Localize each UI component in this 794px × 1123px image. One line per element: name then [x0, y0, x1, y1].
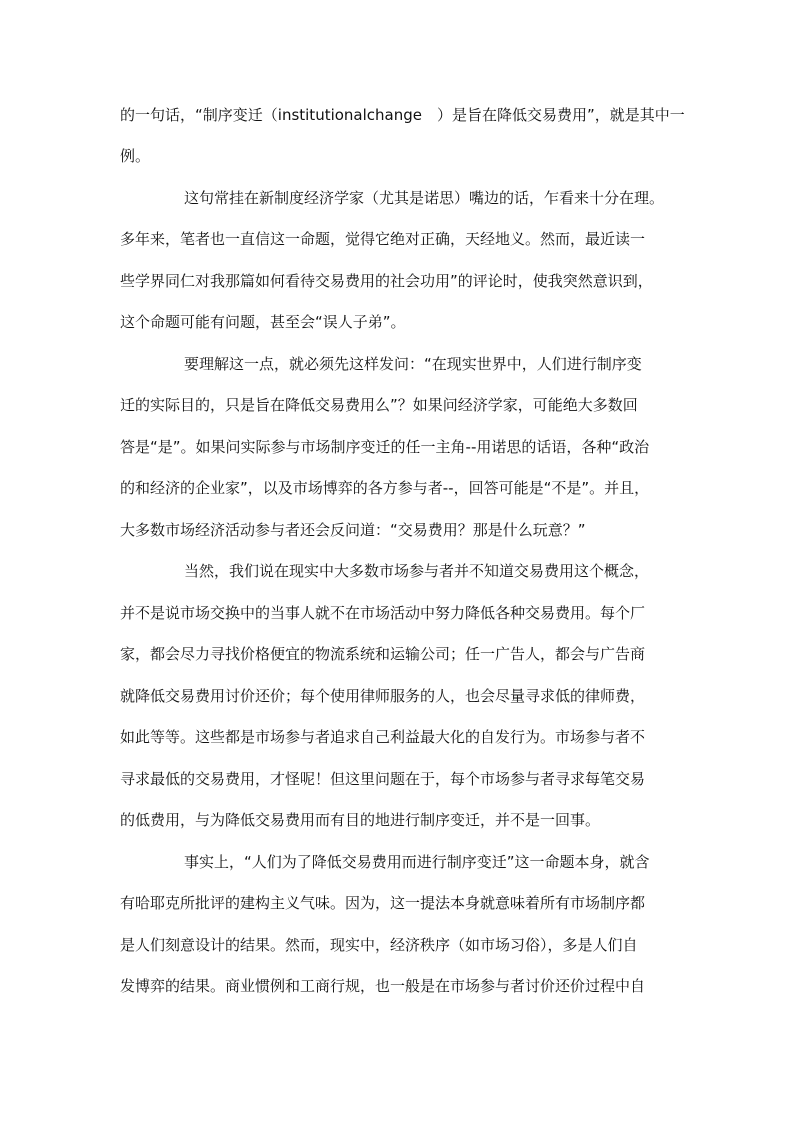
- text-line: 的一句话，“制序变迁（institutionalchange ）是旨在降低交易费用”，就是其中一: [120, 106, 685, 124]
- paragraph-first-line: 当然，我们说在现实中大多数市场参与者并不知道交易费用这个概念，: [184, 562, 650, 580]
- paragraph-first-line: 要理解这一点，就必须先这样发问：“在现实世界中，人们进行制序变: [184, 355, 642, 373]
- paragraph-first-line: 事实上，“人们为了降低交易费用而进行制序变迁”这一命题本身，就含: [184, 853, 650, 871]
- text-line: 答是“是”。如果问实际参与市场制序变迁的任一主角--用诺思的话语，各种“政治: [120, 438, 650, 456]
- text-line: 这个命题可能有问题，甚至会“误人子弟”。: [120, 313, 406, 331]
- text-line: 的和经济的企业家”，以及市场博弈的各方参与者--，回答可能是“不是”。并且，: [120, 479, 650, 497]
- text-line: 有哈耶克所批评的建构主义气味。因为，这一提法本身就意味着所有市场制序都: [120, 894, 646, 912]
- text-line: 如此等等。这些都是市场参与者追求自己利益最大化的自发行为。市场参与者不: [120, 728, 646, 746]
- text-line: 例。: [120, 147, 151, 165]
- text-line: 就降低交易费用讨价还价；每个使用律师服务的人，也会尽量寻求低的律师费，: [120, 687, 646, 705]
- paragraph-first-line: 这句常挂在新制度经济学家（尤其是诺思）嘴边的话，乍看来十分在理。: [184, 189, 665, 207]
- text-line: 的低费用，与为降低交易费用而有目的地进行制序变迁，并不是一回事。: [120, 811, 601, 829]
- text-line: 发博弈的结果。商业惯例和工商行规，也一般是在市场参与者讨价还价过程中自: [120, 977, 646, 995]
- text-line: 寻求最低的交易费用，才怪呢！但这里问题在于，每个市场参与者寻求每笔交易: [120, 770, 646, 788]
- text-line: 是人们刻意设计的结果。然而，现实中，经济秩序（如市场习俗），多是人们自: [120, 936, 638, 954]
- text-line: 多年来，笔者也一直信这一命题，觉得它绝对正确，天经地义。然而，最近读一: [120, 230, 646, 248]
- text-line: 家，都会尽力寻找价格便宜的物流系统和运输公司；任一广告人，都会与广告商: [120, 645, 646, 663]
- text-line: 大多数市场经济活动参与者还会反问道：“交易费用？那是什么玩意？”: [120, 521, 586, 539]
- text-line: 迁的实际目的，只是旨在降低交易费用么”？如果问经济学家，可能绝大多数回: [120, 396, 638, 414]
- text-line: 并不是说市场交换中的当事人就不在市场活动中努力降低各种交易费用。每个厂: [120, 604, 646, 622]
- text-line: 些学界同仁对我那篇如何看待交易费用的社会功用”的评论时，使我突然意识到，: [120, 272, 653, 290]
